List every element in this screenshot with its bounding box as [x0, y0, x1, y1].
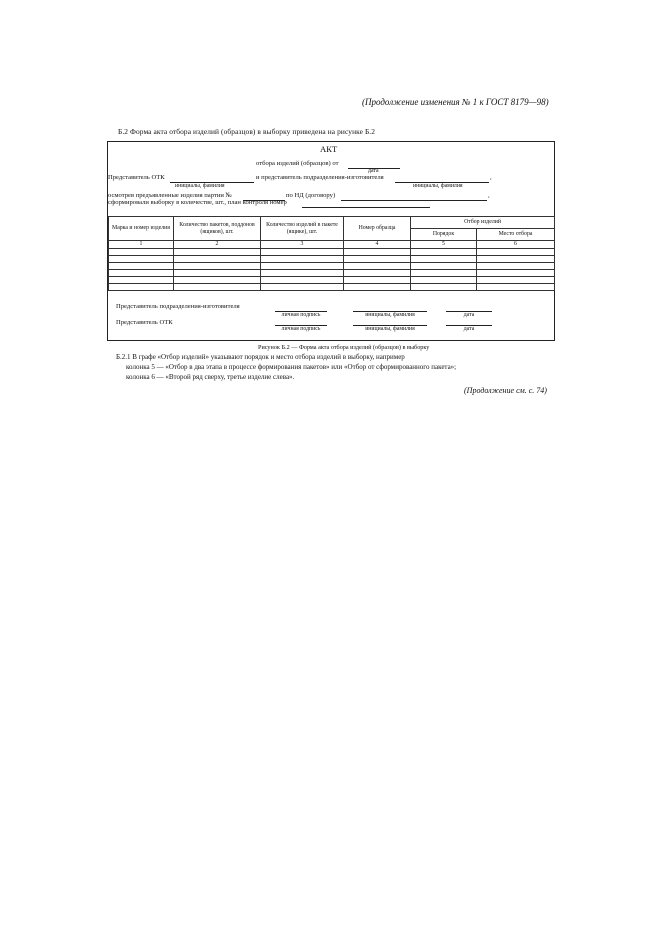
caption-initials: инициалы, фамилия — [365, 312, 415, 318]
table-cell[interactable] — [411, 276, 477, 283]
table-row — [109, 269, 555, 276]
table-cell[interactable] — [477, 255, 555, 262]
col-number: 2 — [174, 241, 261, 249]
note-line-3: колонка 6 — «Второй ряд сверху, третье изделие слева». — [126, 373, 295, 381]
table-row — [109, 276, 555, 283]
table-cell[interactable] — [261, 276, 344, 283]
nd-label: по НД (договору) — [286, 192, 336, 199]
table-cell[interactable] — [109, 276, 174, 283]
table-cell[interactable] — [174, 276, 261, 283]
table-cell[interactable] — [174, 248, 261, 255]
table-cell[interactable] — [109, 255, 174, 262]
batch-label: осмотрев предъявленные изделия партии № — [108, 192, 232, 199]
otk-rep-label: Представитель ОТК — [108, 174, 165, 181]
table-cell[interactable] — [477, 248, 555, 255]
caption-date: дата — [463, 326, 475, 332]
table-cell[interactable] — [109, 283, 174, 290]
table-cell[interactable] — [477, 269, 555, 276]
act-title: АКТ — [320, 144, 338, 154]
act-subtitle: отбора изделий (образцов) от — [256, 160, 339, 167]
col-header-sample-number: Номер образца — [344, 217, 411, 241]
table-cell[interactable] — [411, 248, 477, 255]
table-row — [109, 262, 555, 269]
maker-rep-label: и представитель подразделения-изготовителя — [256, 174, 384, 181]
caption-initials-right: инициалы, фамилия — [413, 183, 463, 189]
comma-2: , — [488, 192, 490, 199]
otk-sign-label: Представитель ОТК — [116, 319, 173, 326]
subheader-place: Место отбора — [477, 229, 555, 241]
table-cell[interactable] — [411, 269, 477, 276]
caption-date: дата — [463, 312, 475, 318]
nd-line[interactable] — [341, 200, 487, 201]
table-cell[interactable] — [411, 262, 477, 269]
page-footer: (Продолжение см. с. 74) — [464, 386, 547, 395]
col-header-mark: Марка и номер изделия — [109, 217, 174, 241]
maker-sign-label: Представитель подразделения-изготовителя — [116, 303, 240, 310]
figure-caption: Рисунок Б.2 — Форма акта отбора изделий (образцов) в выборку — [258, 344, 430, 351]
note-line-2: колонка 5 — «Отбор в два этапа в процессе формирования пакетов» или «Отбор от сформированного пакета»; — [126, 363, 457, 371]
table-cell[interactable] — [261, 283, 344, 290]
col-number: 5 — [411, 241, 477, 249]
sample-label: сформировали выборку в количестве, шт., план контроля номер — [108, 199, 287, 206]
table-cell[interactable] — [477, 276, 555, 283]
table-row — [109, 283, 555, 290]
table-row — [109, 248, 555, 255]
table-cell[interactable] — [261, 262, 344, 269]
col-header-selection: Отбор изделий — [411, 217, 555, 229]
table-cell[interactable] — [344, 255, 411, 262]
table-cell[interactable] — [261, 255, 344, 262]
table-cell[interactable] — [411, 283, 477, 290]
table-cell[interactable] — [477, 283, 555, 290]
table-cell[interactable] — [174, 269, 261, 276]
table-cell[interactable] — [477, 262, 555, 269]
comma-1: , — [490, 174, 492, 181]
table-cell[interactable] — [109, 269, 174, 276]
table-cell[interactable] — [344, 283, 411, 290]
table-cell[interactable] — [344, 248, 411, 255]
table-body — [109, 248, 555, 290]
table-cell[interactable] — [344, 276, 411, 283]
col-number: 3 — [261, 241, 344, 249]
table-cell[interactable] — [344, 262, 411, 269]
page-header: (Продолжение изменения № 1 к ГОСТ 8179—98) — [362, 97, 549, 107]
table-cell[interactable] — [411, 255, 477, 262]
caption-initials: инициалы, фамилия — [365, 326, 415, 332]
caption-initials-left: инициалы, фамилия — [175, 183, 225, 189]
table-cell[interactable] — [109, 248, 174, 255]
note-line-1: Б.2.1 В графе «Отбор изделий» указывают порядок и место отбора изделий в выборку, например — [116, 353, 405, 361]
date-caption: дата — [368, 168, 379, 174]
col-number: 6 — [477, 241, 555, 249]
table-cell[interactable] — [174, 262, 261, 269]
col-header-items: Количество изделий в пакете (ящике), шт. — [261, 217, 344, 241]
col-number: 1 — [109, 241, 174, 249]
table-cell[interactable] — [174, 283, 261, 290]
col-header-packages: Количество пакетов, поддонов (ящиков), шт. — [174, 217, 261, 241]
subheader-order: Порядок — [411, 229, 477, 241]
table-cell[interactable] — [174, 255, 261, 262]
col-number: 4 — [344, 241, 411, 249]
table-cell[interactable] — [109, 262, 174, 269]
sampling-table — [108, 216, 555, 291]
control-plan-line[interactable] — [302, 207, 430, 208]
table-row — [109, 255, 555, 262]
table-cell[interactable] — [261, 248, 344, 255]
caption-signature: личная подпись — [281, 326, 321, 332]
table-cell[interactable] — [261, 269, 344, 276]
caption-signature: личная подпись — [281, 312, 321, 318]
section-title: Б.2 Форма акта отбора изделий (образцов) в выборку приведена на рисунке Б.2 — [118, 127, 376, 136]
table-cell[interactable] — [344, 269, 411, 276]
